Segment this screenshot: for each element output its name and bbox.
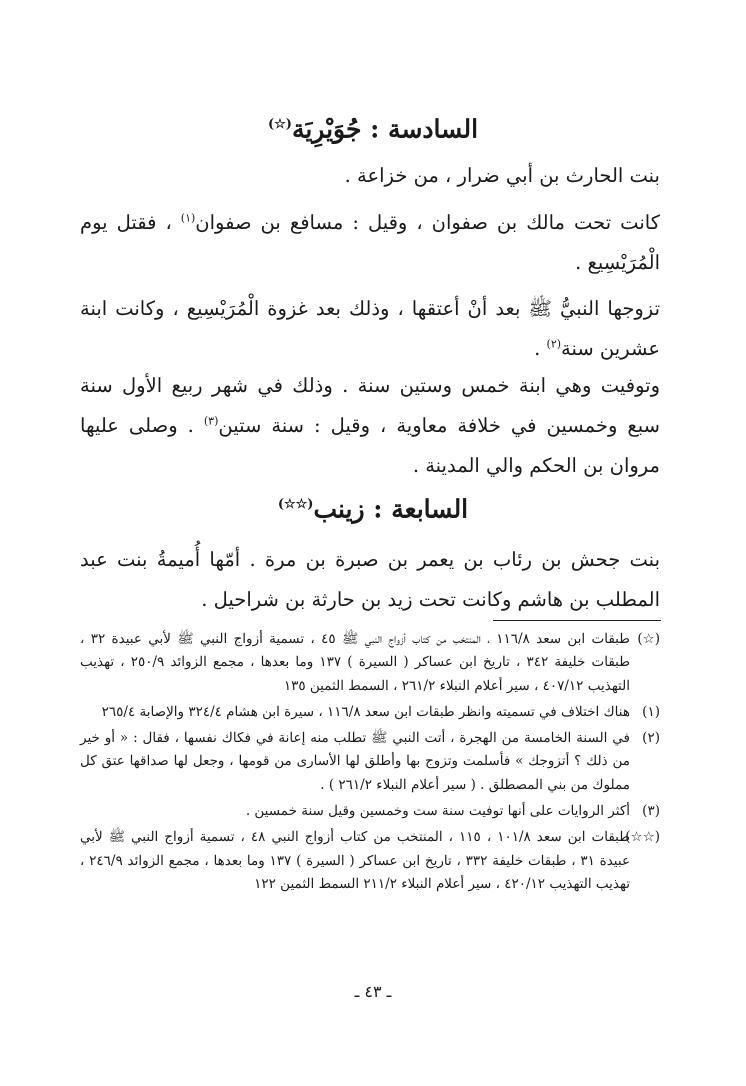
footnote-item	[80, 727, 660, 797]
paragraph-first-husband	[80, 203, 660, 283]
footnote-marker: (٣)	[642, 803, 660, 820]
footnote-text: هناك اختلاف في تسميته وانظر طبقات ابن سعد ١١٦/٨ ، سيرة ابن هشام ٣٢٤/٤ والإصابة ٢٦٥/٤	[101, 703, 630, 720]
footnote-item	[80, 826, 660, 896]
paragraph-text: تزوجها النبيُّ ﷺ بعد أنْ أعتقها ، وذلك بعد غزوة الْمُرَيْسِيع ، وكانت ابنة عشرين سنة	[80, 297, 660, 360]
heading-text: السادسة : جُوَيْرِيَة	[291, 114, 479, 144]
footnote-ref: (٣)	[203, 414, 219, 428]
page-number: ـ ٤٣ ـ	[354, 982, 392, 1001]
footnote-item	[80, 628, 660, 698]
footnote-text: في السنة الخامسة من الهجرة ، أتت النبي ﷺ تطلب منه إعانة في فكاك نفسها ، فقال : « أو خير من ذلك ؟ أتزوجك » فأسلمت وتزوج بها وأطلق لها الأسارى من قومها ، وجعل لها صداقها عتق كل مملوك من بني المصطلق . ( سير أعلام النبلاء ٢٦١/٢ ) .	[80, 730, 630, 793]
section-heading-zaynab	[0, 488, 746, 526]
paragraph-text: . وصلى عليها مروان بن الحكم والي المدينة .	[80, 414, 660, 477]
footnote-ref: (١)	[180, 211, 196, 225]
paragraph-text: بنت الحارث بن أبي ضرار ، من خزاعة .	[344, 164, 660, 187]
paragraph-zaynab-lineage	[80, 540, 660, 620]
paragraph-death	[80, 366, 660, 486]
heading-footnote-marker: (☆☆)	[277, 497, 314, 512]
paragraph-marriage	[80, 289, 660, 369]
footnote-text: طبقات ابن سعد ١١٦/٨ ، المنتخب من كتاب أزواج النبي ﷺ ٤٥ ، تسمية أزواج النبي ﷺ لأبي عبيدة ٣٢ ، طبقات خليفة ٣٤٢ ، تاريخ ابن عساكر ( السيرة ) ١٣٧ وما بعدها ، مجمع الزوائد ٢٥٠/٩ ، تهذيب التهذيب ٤٠٧/١٢ ، سير أعلام النبلاء ٢٦١/٢ ، السمط الثمين ١٣٥	[80, 631, 630, 694]
footnote-divider	[493, 620, 661, 621]
heading-text: السابعة : زينب	[313, 494, 469, 524]
footnotes	[80, 628, 660, 899]
footnote-item	[80, 701, 660, 724]
footnote-marker: (٢)	[642, 730, 660, 747]
footnote-item	[80, 800, 660, 823]
footnote-marker: (☆☆)	[625, 829, 660, 846]
section-heading-juwayriya	[0, 108, 746, 146]
footnote-text: أكثر الروايات على أنها توفيت سنة ست وخمسين وقيل سنة خمسين .	[245, 803, 630, 820]
footnote-text: طبقات ابن سعد ١٠١/٨ ، ١١٥ ، المنتخب من كتاب أزواج النبي ٤٨ ، تسمية أزواج النبي ﷺ لأبي عبيدة ٣١ ، طبقات خليفة ٣٣٢ ، تاريخ ابن عساكر ( السيرة ) ١٣٧ وما بعدها ، مجمع الزوائد ٢٤٦/٩ ، تهذيب التهذيب ٤٢٠/١٢ ، سير أعلام النبلاء ٢١١/٢ السمط الثمين ١٢٢	[80, 829, 630, 892]
heading-footnote-marker: (☆)	[267, 117, 292, 132]
paragraph-text: كانت تحت مالك بن صفوان ، وقيل : مسافع بن صفوان	[195, 211, 660, 234]
footnote-ref: (٢)	[546, 337, 562, 351]
paragraph-text: ، فقتل يوم الْمُرَيْسِيع .	[80, 211, 660, 274]
footnote-marker: (١)	[642, 703, 660, 720]
paragraph-text: بنت جحش بن رئاب بن يعمر بن صبرة بن مرة . أمّها أُميمةُ بنت عبد المطلب بن هاشم وكانت تحت زيد بن حارثة بن شراحيل .	[80, 548, 660, 611]
paragraph-text: .	[534, 337, 547, 360]
paragraph-lineage	[80, 156, 660, 196]
paragraph-text: وتوفيت وهي ابنة خمس وستين سنة . وذلك في شهر ربيع الأول سنة سبع وخمسين في خلافة معاوية ، وقيل : سنة ستين	[80, 374, 660, 437]
footnote-marker: (☆)	[637, 631, 660, 647]
